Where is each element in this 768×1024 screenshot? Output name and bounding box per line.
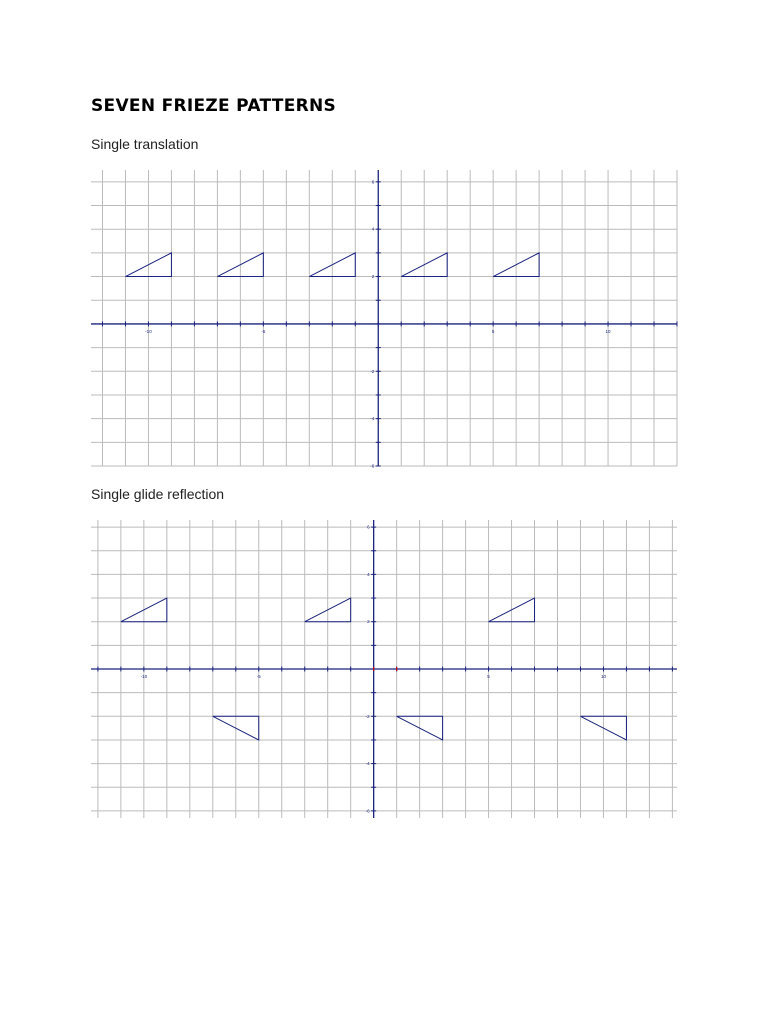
x-tick-label: -5 bbox=[261, 328, 266, 334]
x-tick-label: 10 bbox=[605, 328, 611, 334]
y-tick-label: 6 bbox=[367, 524, 370, 530]
y-tick-label: 4 bbox=[371, 226, 375, 232]
x-tick-label: -10 bbox=[140, 674, 148, 679]
section-label-translation: Single translation bbox=[91, 136, 199, 152]
y-tick-label: -2 bbox=[365, 713, 370, 719]
x-tick-label: 10 bbox=[600, 674, 606, 679]
x-tick-label: 5 bbox=[487, 674, 490, 679]
x-tick-label: -5 bbox=[256, 674, 261, 679]
x-tick-label: 5 bbox=[491, 328, 495, 334]
x-tick-label: -10 bbox=[145, 328, 152, 334]
y-tick-label: -6 bbox=[365, 808, 370, 814]
y-tick-label: -2 bbox=[370, 368, 375, 374]
y-tick-label: -4 bbox=[365, 761, 370, 767]
y-tick-label: 4 bbox=[367, 571, 370, 577]
y-tick-label: 2 bbox=[371, 274, 375, 280]
section-label-glide-reflection: Single glide reflection bbox=[91, 486, 225, 502]
y-tick-label: -4 bbox=[370, 416, 375, 422]
y-tick-label: -6 bbox=[370, 463, 375, 469]
y-tick-label: 2 bbox=[367, 619, 370, 625]
y-tick-label: 6 bbox=[371, 179, 375, 185]
page-title: SEVEN FRIEZE PATTERNS bbox=[91, 96, 337, 116]
